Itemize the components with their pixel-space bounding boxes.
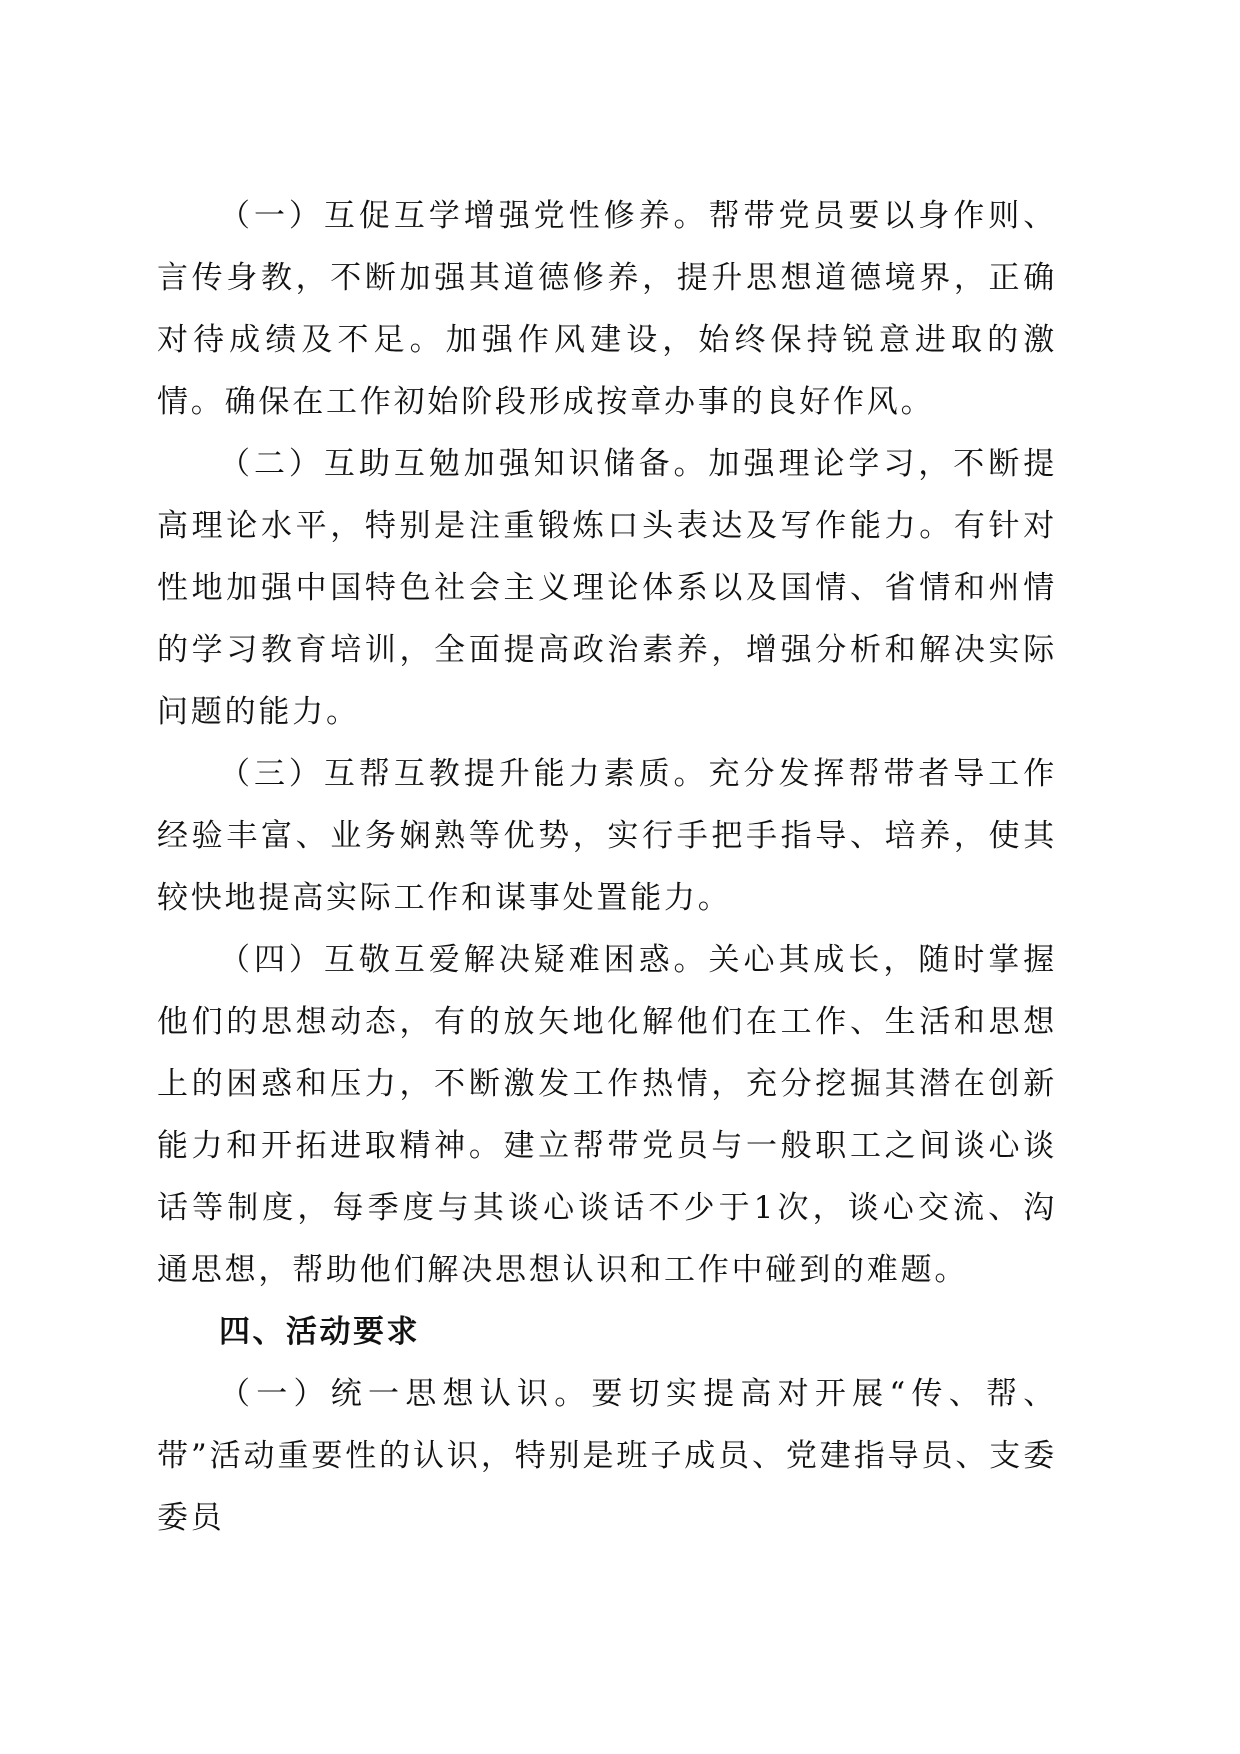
paragraph-mutual-learning: （一）互促互学增强党性修养。帮带党员要以身作则、言传身教，不断加强其道德修养，提升思想道德境界，正确对待成绩及不足。加强作风建设，始终保持锐意进取的激情。确保在工作初始阶段形成按章办事的良好作风。 (157, 198, 1057, 420)
paragraph-solve-difficulties: （四）互敬互爱解决疑难困惑。关心其成长，随时掌握他们的思想动态，有的放矢地化解他们在工作、生活和思想上的困惑和压力，不断激发工作热情，充分挖掘其潜在创新能力和开拓进取精神。建立帮带党员与一般职工之间谈心谈话等制度，每季度与其谈心谈话不少于1次，谈心交流、沟通思想，帮助他们解决思想认识和工作中碰到的难题。 (157, 942, 1057, 1288)
document-body (157, 185, 1057, 1549)
section-heading-activity-requirements: 四、活动要求 (219, 1314, 420, 1350)
paragraph-knowledge-reserve: （二）互助互勉加强知识储备。加强理论学习，不断提高理论水平，特别是注重锻炼口头表达及写作能力。有针对性地加强中国特色社会主义理论体系以及国情、省情和州情的学习教育培训，全面提高政治素养，增强分析和解决实际问题的能力。 (157, 446, 1057, 730)
paragraph-unify-thinking: （一）统一思想认识。要切实提高对开展“传、帮、带”活动重要性的认识，特别是班子成员、党建指导员、支委委员 (157, 1376, 1057, 1536)
paragraph-ability-improvement: （三）互帮互教提升能力素质。充分发挥帮带者导工作经验丰富、业务娴熟等优势，实行手把手指导、培养，使其较快地提高实际工作和谋事处置能力。 (157, 756, 1057, 916)
